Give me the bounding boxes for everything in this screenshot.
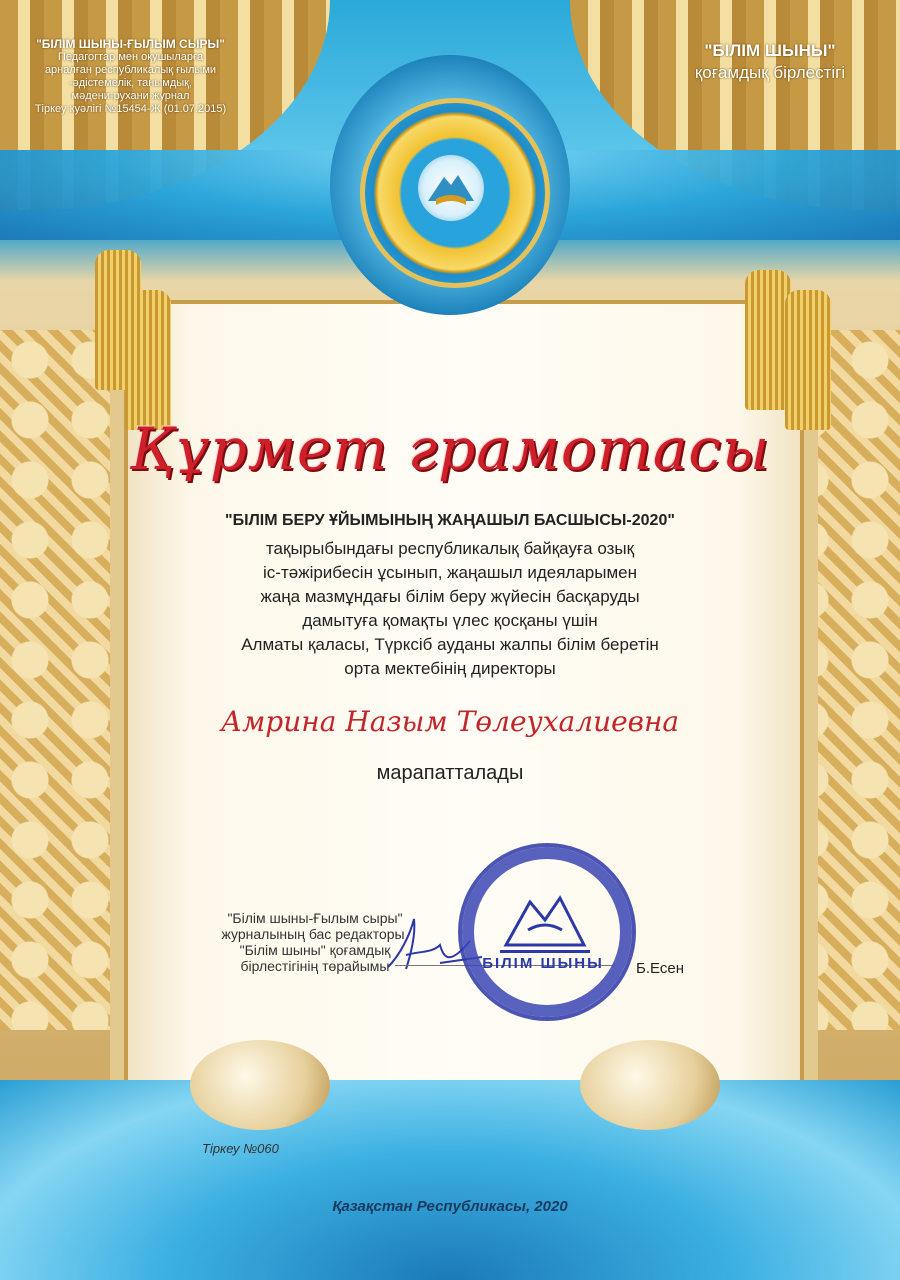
organization-name: "БІЛІМ ШЫНЫ" xyxy=(704,41,836,60)
organization-header xyxy=(640,40,900,84)
awarded-text: марапатталады xyxy=(376,762,524,784)
signatory-line: бірлестігінің төрайымы xyxy=(240,958,390,974)
body-line: Алматы қаласы, Түрксіб ауданы жалпы білім беретін xyxy=(241,635,659,654)
journal-description: -әдістемелік, танымдық, xyxy=(68,77,193,89)
book-mountain-logo-icon xyxy=(418,155,484,221)
journal-registration: Тіркеу куәлігі №15454-Ж (01.07.2015) xyxy=(34,103,227,115)
journal-description: Педагогтар мен оқушыларға xyxy=(57,51,204,63)
body-line: іс-тәжірибесін ұсынып, жаңашыл идеяларымен xyxy=(263,563,637,582)
certificate-body xyxy=(110,537,790,681)
signatory-name: Б.Есен xyxy=(636,960,684,977)
left-ornament-pattern xyxy=(0,330,120,1030)
journal-description: мәдени-рухани журнал xyxy=(71,90,190,102)
recipient-name: Амрина Назым Төлеухалиевна xyxy=(220,705,680,738)
certificate-title: Құрмет грамотасы xyxy=(129,415,771,483)
organization-type: қоғамдық бірлестігі xyxy=(694,63,846,82)
body-line: дамытуға қомақты үлес қосқаны үшін xyxy=(302,611,598,630)
journal-header xyxy=(8,38,253,116)
registration-number: Тіркеу №060 xyxy=(202,1141,279,1156)
bottom-ornament-band xyxy=(0,1080,900,1280)
left-scroll-roll xyxy=(190,1040,330,1130)
body-line: тақырыбындағы республикалық байқауға озық xyxy=(265,539,635,558)
body-line: жаңа мазмұндағы білім беру жүйесін басқаруды xyxy=(260,587,640,606)
journal-description: арналған республикалық ғылыми xyxy=(44,64,217,76)
stamp-emblem-icon xyxy=(500,890,590,953)
stamp-text: БІЛІМ ШЫНЫ xyxy=(482,955,604,972)
body-line: орта мектебінің директоры xyxy=(344,659,556,678)
signatory-line: журналының бас редакторы, xyxy=(221,926,409,942)
journal-title: "БІЛІМ ШЫНЫ-ҒЫЛЫМ СЫРЫ" xyxy=(36,37,225,51)
right-tassel-icon xyxy=(785,290,831,430)
right-scroll-roll xyxy=(580,1040,720,1130)
signatory-line: "Білім шыны-Ғылым сыры" xyxy=(227,910,403,926)
signatory-line: "Білім шыны" қоғамдық xyxy=(239,942,391,958)
contest-name: "БІЛІМ БЕРУ ҰЙЫМЫНЫҢ ЖАҢАШЫЛ БАСШЫСЫ-2020" xyxy=(225,512,675,529)
left-tassel-icon xyxy=(125,290,171,430)
place-and-year: Қазақстан Республикасы, 2020 xyxy=(332,1198,568,1215)
